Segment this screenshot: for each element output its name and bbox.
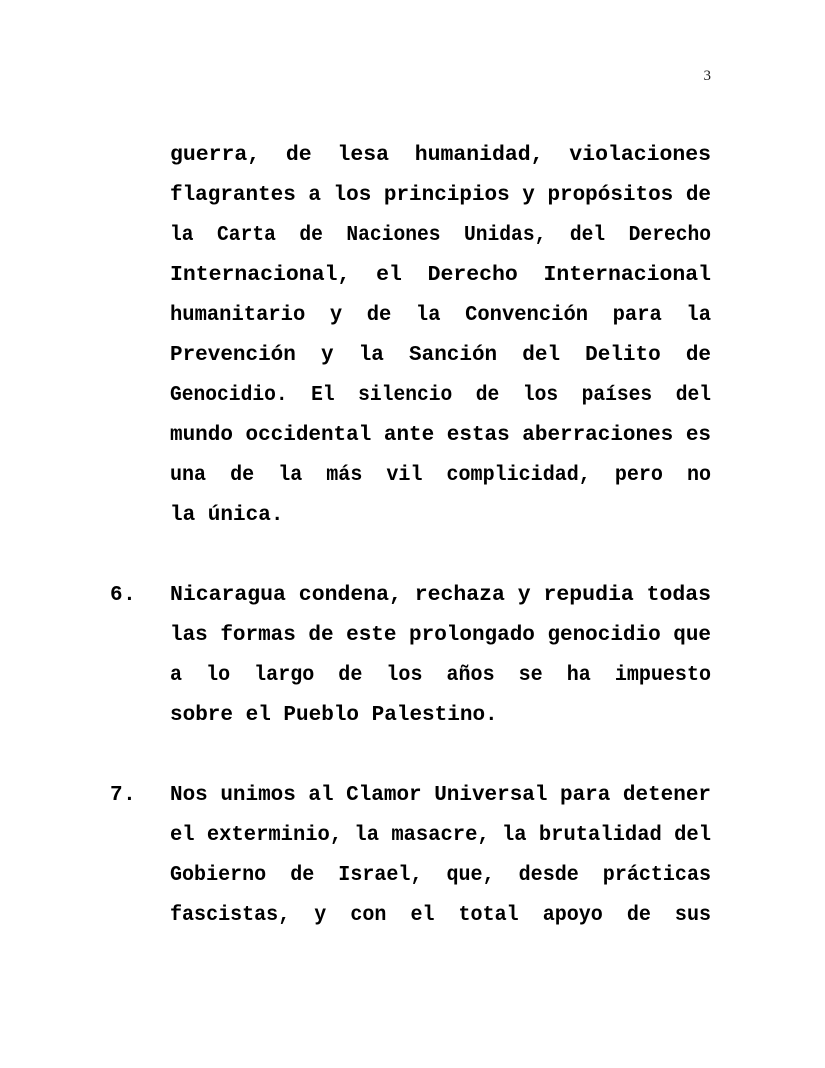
text-line: las formas de este prolongado genocidio que [170,624,711,647]
text-line: Gobierno de Israel, que, desde prácticas [170,864,711,887]
text-line: Internacional, el Derecho Internacional [170,264,711,287]
document-body [0,136,825,936]
list-marker: 6. [110,584,137,607]
paragraph [0,136,825,536]
text-line: una de la más vil complicidad, pero no [170,464,711,487]
text-line: fascistas, y con el total apoyo de sus [170,904,711,927]
paragraph-lines [170,776,711,936]
list-marker: 7. [110,784,137,807]
text-line: la única. [170,504,284,527]
text-line: Nos unimos al Clamor Universal para detener [170,784,711,807]
text-line: Nicaragua condena, rechaza y repudia todas [170,584,711,607]
text-line: el exterminio, la masacre, la brutalidad del [170,824,711,847]
numbered-paragraph [0,776,825,936]
paragraph-lines [170,576,711,736]
text-line: mundo occidental ante estas aberraciones es [170,424,711,447]
text-line: la Carta de Naciones Unidas, del Derecho [170,224,711,247]
paragraph-lines [170,136,711,536]
text-line: sobre el Pueblo Palestino. [170,704,498,727]
text-line: humanitario y de la Convención para la [170,304,711,327]
text-line: Prevención y la Sanción del Delito de [170,344,711,367]
text-line: flagrantes a los principios y propósitos de [170,184,711,207]
page-number: 3 [703,68,711,84]
numbered-paragraph [0,576,825,736]
text-line: guerra, de lesa humanidad, violaciones [170,144,711,167]
text-line: Genocidio. El silencio de los países del [170,384,711,407]
text-line: a lo largo de los años se ha impuesto [170,664,711,687]
